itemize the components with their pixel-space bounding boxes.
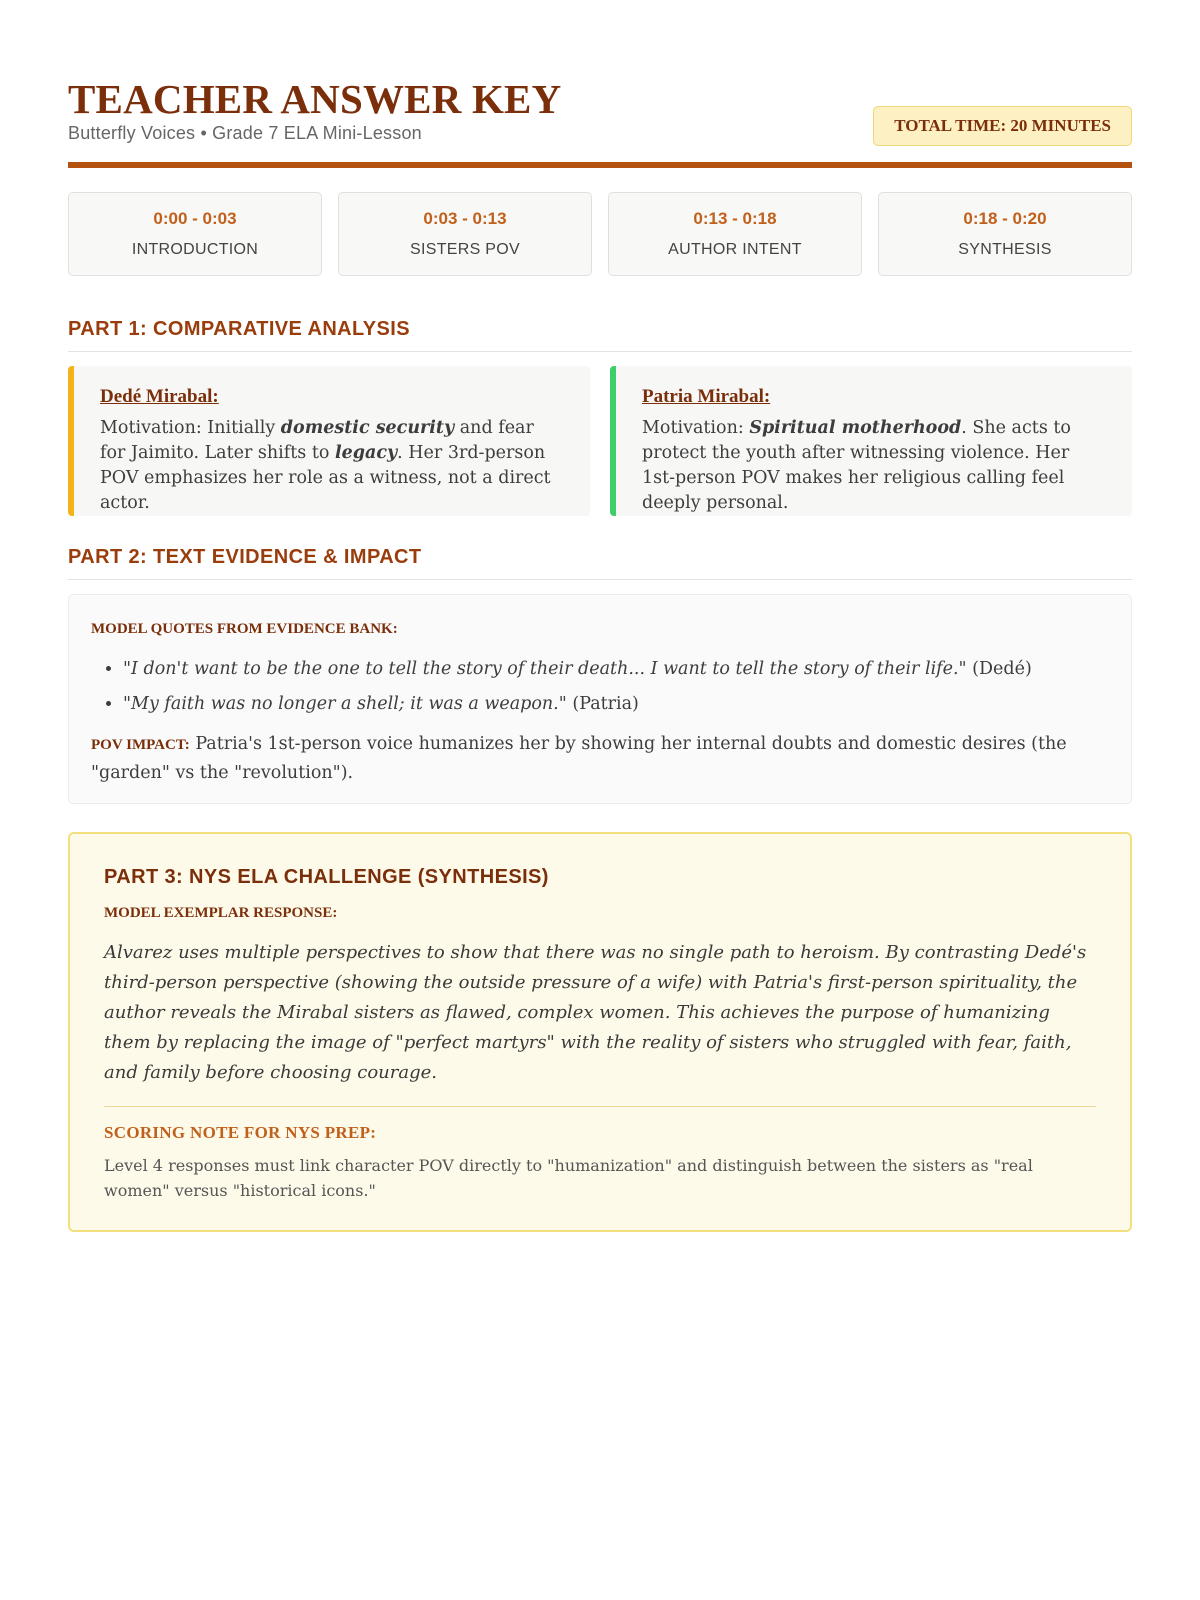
- dede-name: Dedé Mirabal:: [100, 386, 219, 407]
- segment-label: INTRODUCTION: [131, 241, 259, 258]
- timeline-segment: [878, 192, 1132, 276]
- pov-impact: POV IMPACT: Patria's 1st-person voice humanizes her by showing her internal doubts and domestic desires (the "garden" vs the "revolution").: [91, 734, 1067, 783]
- segment-time: 0:13 - 0:18: [693, 209, 777, 228]
- page-title: TEACHER ANSWER KEY: [68, 76, 562, 122]
- scoring-note-text: Level 4 responses must link character POV directly to "humanization" and distinguish between the sisters as "real women" versus "historical icons.": [104, 1156, 1033, 1200]
- dede-card: [68, 366, 590, 516]
- timeline-segment: [68, 192, 322, 276]
- header: [68, 66, 1132, 168]
- patria-card: [610, 366, 1132, 516]
- timeline-segment: [608, 192, 862, 276]
- synthesis-challenge: [68, 832, 1132, 1232]
- list-item: • "My faith was no longer a shell; it was a weapon." (Patria): [123, 687, 1109, 722]
- patria-name: Patria Mirabal:: [642, 386, 771, 407]
- comparative-analysis: [68, 366, 1132, 516]
- segment-time: 0:03 - 0:13: [423, 209, 507, 228]
- evidence-box: [68, 594, 1132, 804]
- timeline-segment: [338, 192, 592, 276]
- segment-time: 0:00 - 0:03: [153, 209, 237, 228]
- total-time-badge: TOTAL TIME: 20 MINUTES: [873, 106, 1132, 146]
- page-subtitle: Butterfly Voices • Grade 7 ELA Mini-Lesson: [68, 123, 422, 143]
- lesson-timeline: [68, 192, 1132, 276]
- list-item: • "I don't want to be the one to tell the story of their death... I want to tell the story of their life." (Dedé): [123, 652, 1109, 687]
- part3-heading: PART 3: NYS ELA CHALLENGE (SYNTHESIS): [104, 866, 549, 888]
- segment-time: 0:18 - 0:20: [963, 209, 1047, 228]
- segment-label: SYNTHESIS: [958, 241, 1052, 258]
- segment-label: SISTERS POV: [410, 241, 520, 258]
- exemplar-response: Alvarez uses multiple perspectives to show that there was no single path to heroism. By contrasting Dedé's third-person perspective (showing the outside pressure of a wife) with Patria's first-person spirituality, the author reveals the Mirabal sisters as flawed, complex women. This achieves the purpose of humanizing them by replacing the image of "perfect martyrs" with the reality of sisters who struggled with fear, faith, and family before choosing courage.: [104, 938, 1096, 1107]
- exemplar-label: MODEL EXEMPLAR RESPONSE:: [104, 905, 338, 921]
- part1-heading: PART 1: COMPARATIVE ANALYSIS: [68, 318, 1132, 352]
- segment-label: AUTHOR INTENT: [668, 241, 802, 258]
- dede-motivation: Motivation: Initially domestic security and fear for Jaimito. Later shifts to legacy. Her 3rd-person POV emphasizes her role as a witness, not a direct actor.: [100, 418, 551, 513]
- part2-heading: PART 2: TEXT EVIDENCE & IMPACT: [68, 546, 1132, 580]
- quote-list: [123, 652, 1109, 722]
- evidence-bank-label: MODEL QUOTES FROM EVIDENCE BANK:: [91, 621, 398, 637]
- scoring-note-label: SCORING NOTE FOR NYS PREP:: [104, 1123, 377, 1142]
- patria-motivation: Motivation: Spiritual motherhood. She acts to protect the youth after witnessing violence. Her 1st-person POV makes her religious calling feel deeply personal.: [642, 418, 1071, 513]
